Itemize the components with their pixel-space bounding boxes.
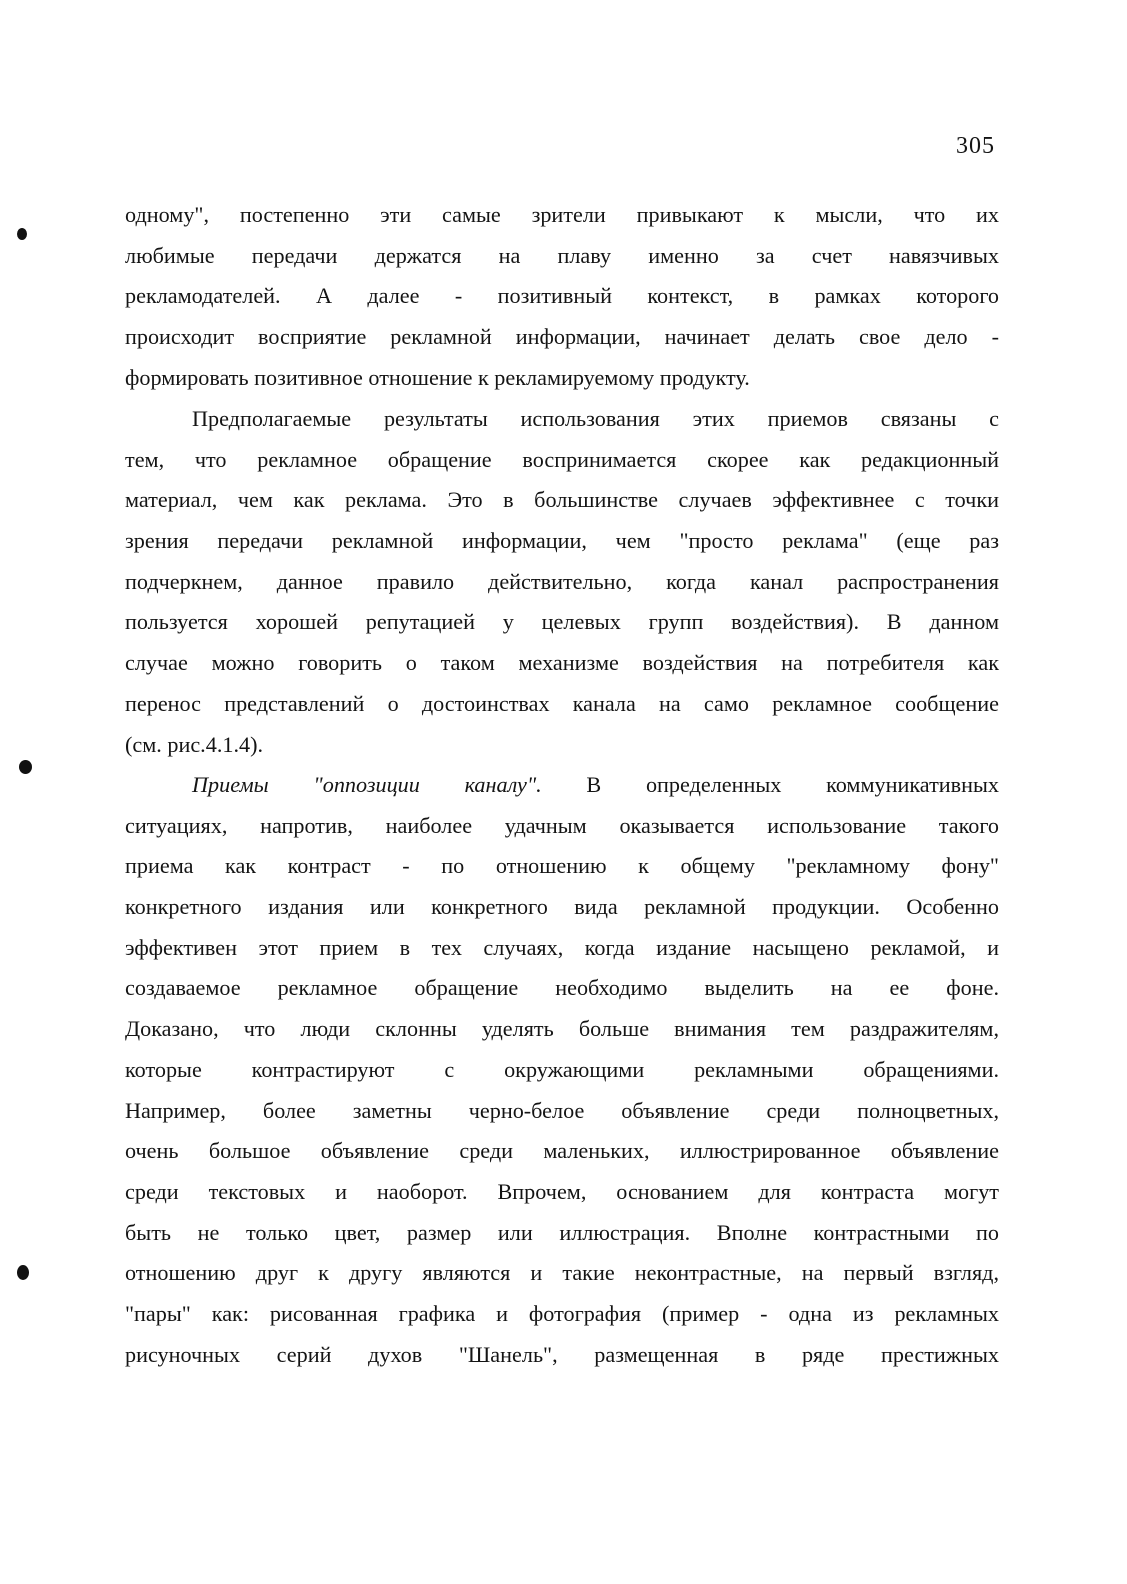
paragraph-line: формировать позитивное отношение к рекламируемому продукту. (125, 364, 750, 390)
paragraph-line: Например, более заметны черно-белое объявление среди полноцветных, (125, 1097, 999, 1123)
paragraph-line: очень большое объявление среди маленьких, иллюстрированное объявление (125, 1138, 999, 1164)
paragraph-line: перенос представлений о достоинствах канала на само рекламное сообщение (125, 690, 999, 716)
paragraph-line: "пары" как: рисованная графика и фотография (пример - одна из рекламных (125, 1300, 999, 1326)
paragraph-line: отношению друг к другу являются и такие неконтрастные, на первый взгляд, (125, 1260, 999, 1286)
paragraph-line: которые контрастируют с окружающими рекламными обращениями. (125, 1056, 999, 1082)
paragraph-line: Предполагаемые результаты использования этих приемов связаны с (192, 406, 999, 431)
paragraph-line: подчеркнем, данное правило действительно, когда канал распространения (125, 568, 999, 594)
paragraph-line: пользуется хорошей репутацией у целевых групп воздействия). В данном (125, 609, 999, 635)
paragraph-line: Доказано, что люди склонны уделять больше внимания тем раздражителям, (125, 1016, 999, 1042)
paragraph-line: рисуночных серий духов "Шанель", размещенная в ряде престижных (125, 1341, 999, 1367)
paragraph-line: одному", постепенно эти самые зрители привыкают к мысли, что их (125, 202, 999, 227)
paragraph-line: быть не только цвет, размер или иллюстрация. Вполне контрастными по (125, 1219, 999, 1245)
paragraph-line: (см. рис.4.1.4). (125, 731, 264, 757)
paragraph-line-rest: В определенных коммуникативных (541, 772, 999, 797)
paragraph-3 (125, 765, 999, 1375)
paragraph-1 (125, 195, 999, 398)
paragraph-line: любимые передачи держатся на плаву именно за счет навязчивых (125, 242, 999, 268)
paragraph-line: зрения передачи рекламной информации, чем "просто реклама" (еще раз (125, 528, 999, 554)
paragraph-line: ситуациях, напротив, наиболее удачным оказывается использование такого (125, 812, 999, 838)
paragraph-line: происходит восприятие рекламной информации, начинает делать свое дело - (125, 324, 999, 350)
paragraph-2 (125, 399, 999, 765)
page-number: 305 (956, 133, 995, 159)
paragraph-line: создаваемое рекламное обращение необходимо выделить на ее фоне. (125, 975, 999, 1001)
paragraph-line: эффективен этот прием в тех случаях, когда издание насыщено рекламой, и (125, 934, 999, 960)
paragraph-line: конкретного издания или конкретного вида рекламной продукции. Особенно (125, 894, 999, 920)
paragraph-line: тем, что рекламное обращение воспринимается скорее как редакционный (125, 446, 999, 472)
margin-mark-middle (19, 760, 32, 774)
paragraph-line: рекламодателей. А далее - позитивный контекст, в рамках которого (125, 283, 999, 309)
paragraph-line (125, 765, 999, 806)
paragraph-line: приема как контраст - по отношению к общему "рекламному фону" (125, 853, 999, 879)
paragraph-line: случае можно говорить о таком механизме воздействия на потребителя как (125, 650, 999, 676)
section-heading-italic: Приемы "оппозиции каналу". (192, 772, 542, 797)
paragraph-line: материал, чем как реклама. Это в большинстве случаев эффективнее с точки (125, 487, 999, 513)
margin-mark-bottom (17, 1265, 29, 1280)
margin-mark-top (17, 228, 27, 240)
paragraph-line: среди текстовых и наоборот. Впрочем, основанием для контраста могут (125, 1178, 999, 1204)
